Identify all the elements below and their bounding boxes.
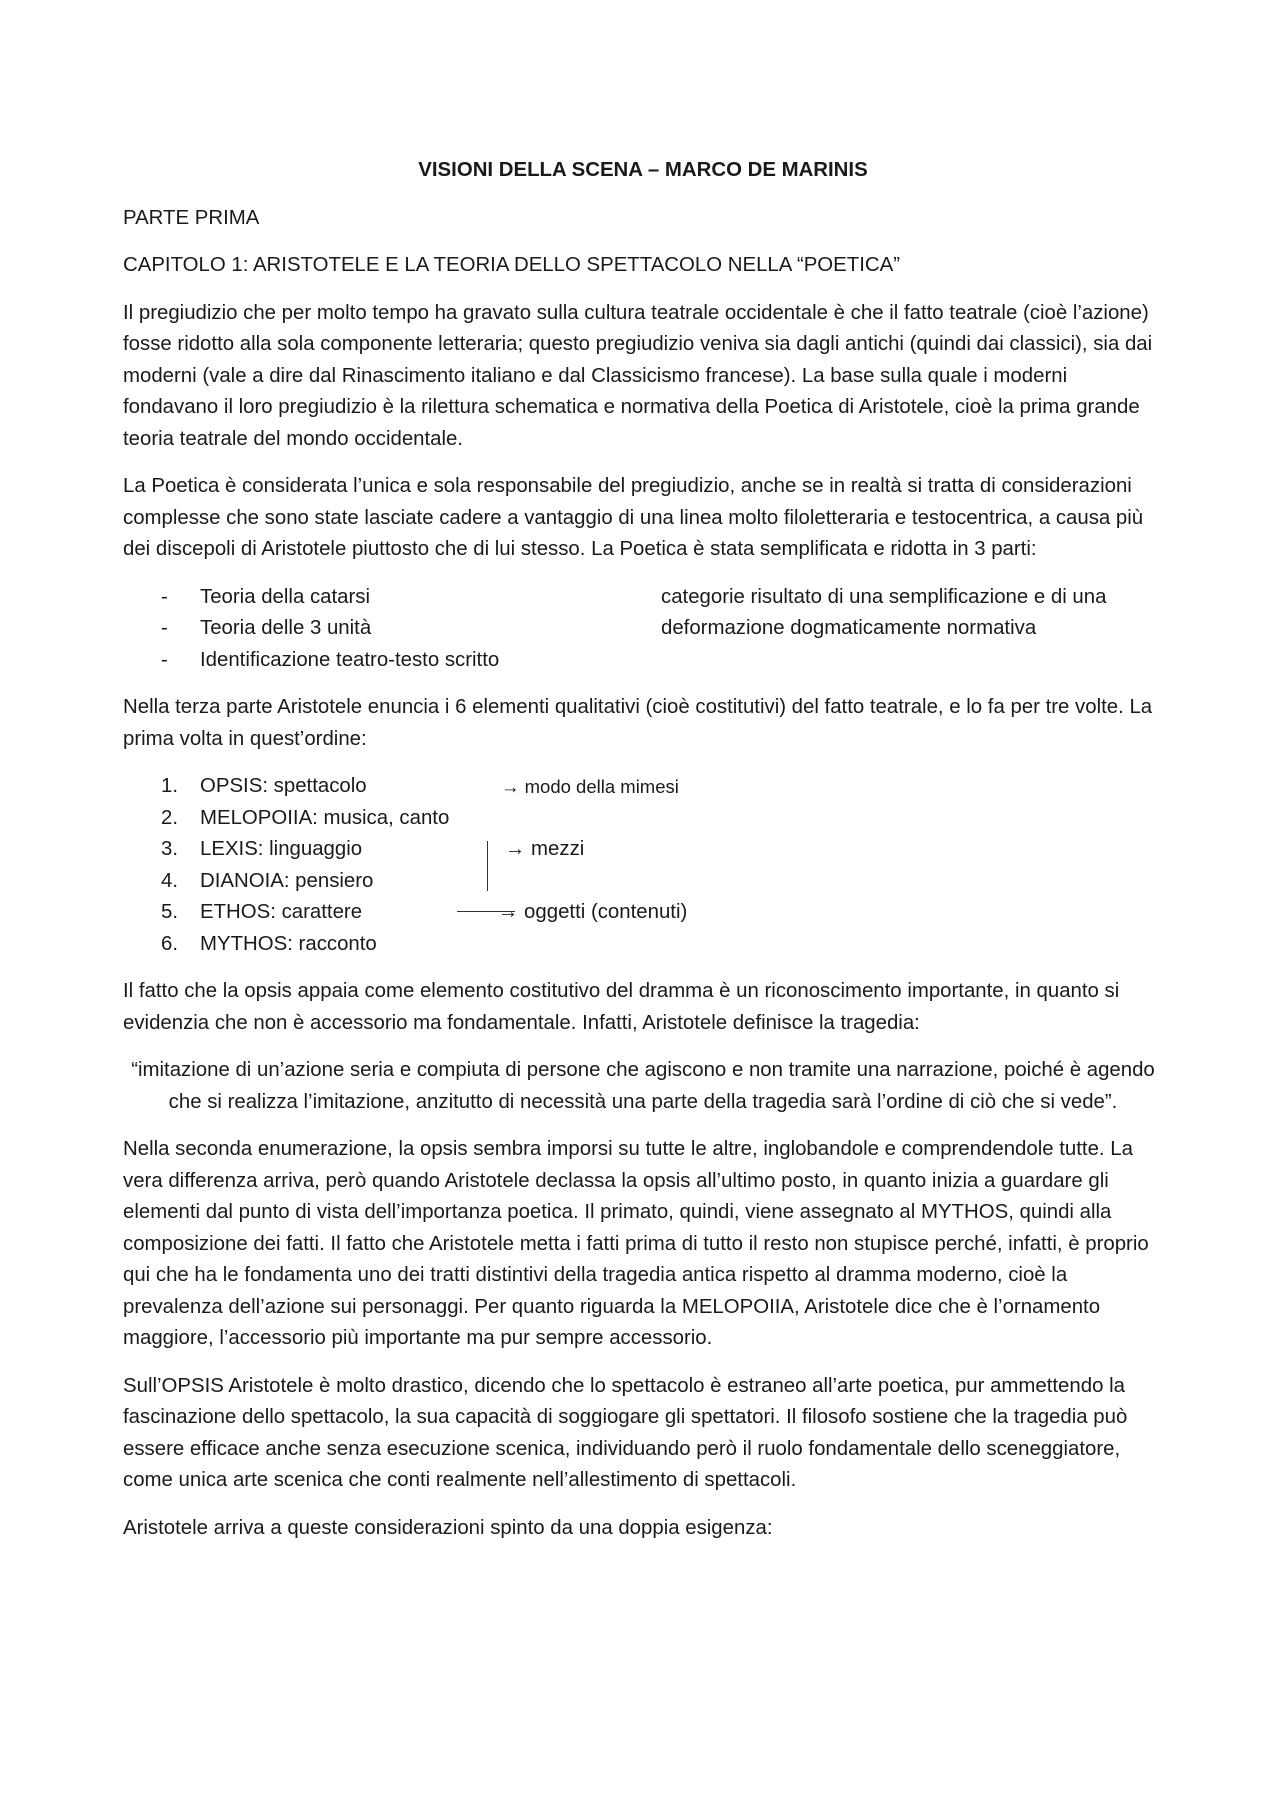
list-item-text: Teoria della catarsi <box>200 585 371 608</box>
note-mezzi: → mezzi <box>505 838 585 860</box>
list-item <box>123 803 1163 835</box>
list-marker: 3. <box>161 838 179 860</box>
paragraph-5: Nella seconda enumerazione, la opsis sembra imporsi su tutte le altre, inglobandole e comprendendole tutte. La vera differenza arriva, però quando Aristotele declassa la opsis all’ultimo posto, in quanto inizia a guardare gli elementi dal punto di vista dell’importanza poetica. Il primato, quindi, viene assegnato al MYTHOS, quindi alla composizione dei fatti. Il fatto che Aristotele metta i fatti prima di tutto il resto non stupisce perché, infatti, è proprio qui che ha le fondamenta uno dei tratti distintivi della tragedia antica rispetto al dramma moderno, cioè la prevalenza dell’azione sui personaggi. Per quanto riguarda la MELOPOIIA, Aristotele dice che è l’ornamento maggiore, l’accessorio più importante ma pur sempre accessorio. <box>123 1138 1149 1349</box>
tragedy-definition-quote: “imitazione di un’azione seria e compiuta di persone che agiscono e non tramite una narrazione, poiché è agendo che si realizza l’imitazione, anzitutto di necessità una parte della tragedia sarà l’ordine di ciò che si vede”. <box>131 1059 1155 1113</box>
list-item-text: MYTHOS: racconto <box>200 932 377 955</box>
list-marker: 1. <box>161 775 179 797</box>
list-item-text: DIANOIA: pensiero <box>200 869 374 892</box>
paragraph-3: Nella terza parte Aristotele enuncia i 6 elementi qualitativi (cioè costitutivi) del fatto teatrale, e lo fa per tre volte. La prima volta in quest’ordine: <box>123 696 1153 750</box>
bullet-list <box>123 582 1163 677</box>
list-item <box>123 645 1163 677</box>
list-marker: 4. <box>161 869 179 892</box>
list-item <box>123 929 1163 961</box>
list-item-text: ETHOS: carattere <box>200 901 363 923</box>
list-item-text: LEXIS: linguaggio <box>200 838 363 860</box>
bracket-line <box>487 841 488 891</box>
list-marker: 6. <box>161 932 179 955</box>
list-item <box>123 834 1163 866</box>
list-marker: 2. <box>161 806 179 829</box>
list-marker: - <box>161 617 168 639</box>
paragraph-1: Il pregiudizio che per molto tempo ha gravato sulla cultura teatrale occidentale è che il fatto teatrale (cioè l’azione) fosse ridotto alla sola componente letteraria; questo pregiudizio veniva sia dagli antichi (quindi dai classici), sia dai moderni (vale a dire dal Rinascimento italiano e dal Classicismo francese). La base sulla quale i moderni fondavano il loro pregiudizio è la rilettura schematica e normativa della Poetica di Aristotele, cioè la prima grande teoria teatrale del mondo occidentale. <box>123 301 1153 450</box>
paragraph-7: Aristotele arriva a queste considerazioni spinto da una doppia esigenza: <box>123 1516 773 1539</box>
elements-list <box>123 771 1163 960</box>
document-body <box>123 155 1163 1560</box>
paragraph-2: La Poetica è considerata l’unica e sola responsabile del pregiudizio, anche se in realtà si tratta di considerazioni complesse che sono state lasciate cadere a vantaggio di una linea molto filoletteraria e testocentrica, a causa più dei discepoli di Aristotele piuttosto che di lui stesso. La Poetica è stata semplificata e ridotta in 3 parti: <box>123 475 1144 560</box>
list-item-text: Identificazione teatro-testo scritto <box>200 648 500 671</box>
paragraph-4: Il fatto che la opsis appaia come elemento costitutivo del dramma è un riconoscimento importante, in quanto si evidenzia che non è accessorio ma fondamentale. Infatti, Aristotele definisce la tragedia: <box>123 980 1120 1034</box>
list-item-text: Teoria delle 3 unità <box>200 617 372 639</box>
part-heading: PARTE PRIMA <box>123 206 260 229</box>
list-item-text: MELOPOIIA: musica, canto <box>200 806 450 829</box>
chapter-heading: CAPITOLO 1: ARISTOTELE E LA TEORIA DELLO SPETTACOLO NELLA “POETICA” <box>123 254 900 276</box>
list-item-text: OPSIS: spettacolo <box>200 775 367 797</box>
list-marker: - <box>161 648 168 671</box>
document-title: VISIONI DELLA SCENA – MARCO DE MARINIS <box>418 159 868 181</box>
list-marker: 5. <box>161 901 179 923</box>
note-oggetti: → oggetti (contenuti) <box>498 901 688 923</box>
list-item <box>123 866 1163 898</box>
note-modo-mimesi: → modo della mimesi <box>501 776 679 797</box>
list-marker: - <box>161 585 168 608</box>
paragraph-6: Sull’OPSIS Aristotele è molto drastico, dicendo che lo spettacolo è estraneo all’arte poetica, pur ammettendo la fascinazione dello spettacolo, la sua capacità di soggiogare gli spettatori. Il filosofo sostiene che la tragedia può essere efficace anche senza esecuzione scenica, individuando però il ruolo fondamentale dello sceneggiatore, come unica arte scenica che conti realmente nell’allestimento di spettacoli. <box>123 1374 1128 1491</box>
bullets-side-note: categorie risultato di una semplificazione e di una deformazione dogmaticamente normativa <box>661 585 1107 639</box>
